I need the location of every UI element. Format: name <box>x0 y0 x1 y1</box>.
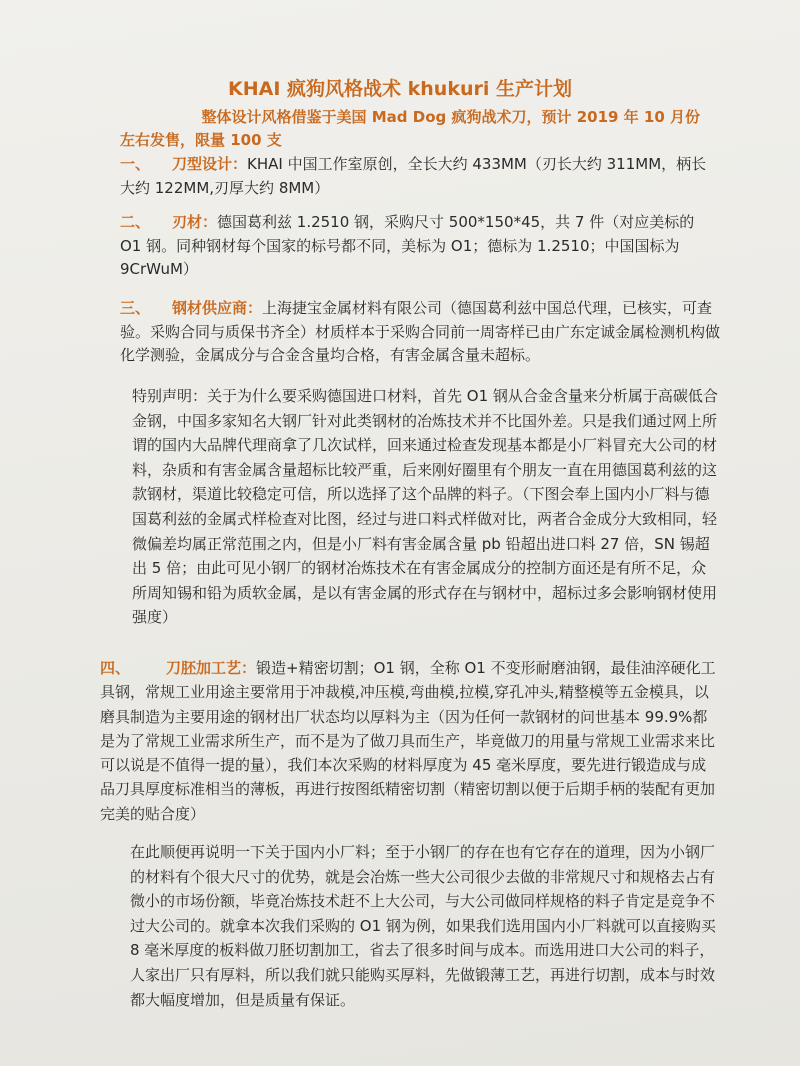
section-3-text: 上海捷宝金属材料有限公司（德国葛利兹中国总代理，已核实，可查验。采购合同与质保书齐全）材质样本于采购合同前一周寄样已由广东定诚金属检测机构做化学测验，金属成分与合金含量均合格，有害金属含量未超标。 <box>120 299 721 364</box>
section-2-number: 二、 <box>120 213 151 231</box>
section-3-special-statement: 特别声明：关于为什么要采购德国进口材料，首先 O1 钢从合金含量来分析属于高碳低合金钢，中国多家知名大钢厂针对此类钢材的冶炼技术并不比国外差。只是我们通过网上所谓的国内大品牌代理商拿了几次试样，回来通过检查发现基本都是小厂料冒充大公司的材料，杂质和有害金属含量超标比较严重，后来刚好圈里有个朋友一直在用德国葛利兹的这款钢材，渠道比较稳定可信，所以选择了这个品牌的料子。（下图会奉上国内小厂料与德国葛利兹的金属式样检查对比图，经过与进口料式样做对比，两者合金成分大致相同，轻微偏差均属正常范围之内，但是小厂料有害金属含量 pb 铅超出进口料 27 倍，SN 锡超出 5 倍；由此可见小钢厂的钢材冶炼技术在有害金属成分的控制方面还是有所不足，众所周知锡和铅为质软金属，是以有害金属的形式存在与钢材中，超标过多会影响钢材使用强度） <box>132 387 718 627</box>
section-4 <box>100 656 720 826</box>
section-1 <box>120 153 720 200</box>
section-2-heading: 刃材： <box>172 213 218 231</box>
section-2 <box>120 211 720 282</box>
section-1-number: 一、 <box>120 155 151 173</box>
section-3-heading: 钢材供应商： <box>172 299 263 317</box>
section-4-additional-note: 在此顺便再说明一下关于国内小厂料；至于小钢厂的存在也有它存在的道理，因为小钢厂的材料有个很大尺寸的优势，就是会冶炼一些大公司很少去做的非常规尺寸和规格去占有微小的市场份额，毕竟冶炼技术赶不上大公司，与大公司做同样规格的料子肯定是竞争不过大公司的。就拿本次我们采购的 O1 钢为例，如果我们选用国内小厂料就可以直接购买 8 毫米厚度的板料做刀胚切割加工，省去了很多时间与成本。而选用进口大公司的料子，人家出厂只有厚料，所以我们就只能购买厚料，先做锻薄工艺，再进行切割，成本与时效都大幅度增加，但是质量有保证。 <box>130 843 716 1009</box>
section-2-text: 德国葛利兹 1.2510 钢，采购尺寸 500*150*45，共 7 件（对应美标的 O1 钢。同种钢材每个国家的标号都不同，美标为 O1；德标为 1.2510；中国国标为 9CrWuM） <box>120 213 695 278</box>
section-4-number: 四、 <box>100 659 131 677</box>
document-subtitle-line1: 整体设计风格借鉴于美国 Mad Dog 疯狗战术刀，预计 2019 年 10 月份 <box>201 108 700 126</box>
document-subtitle-line2: 左右发售，限量 100 支 <box>120 131 282 149</box>
section-3 <box>120 297 720 368</box>
section-4-text: 锻造+精密切割；O1 钢，全称 O1 不变形耐磨油钢，最佳油淬硬化工具钢，常规工业用途主要常用于冲裁模,冲压模,弯曲模,拉模,穿孔冲头,精整模等五金模具，以磨具制造为主要用途的钢材出厂状态均以厚料为主（因为任何一款钢材的问世基本 99.9%都是为了常规工业需求所生产，而不是为了做刀具而生产，毕竟做刀的用量与常规工业需求来比可以说是不值得一提的量），我们本次采购的材料厚度为 45 毫米厚度，要先进行锻造成与成品刀具厚度标准相当的薄板，再进行按图纸精密切割（精密切割以便于后期手柄的装配有更加完美的贴合度） <box>100 659 716 823</box>
section-1-text: KHAI 中国工作室原创，全长大约 433MM（刃长大约 311MM，柄长大约 122MM,刃厚大约 8MM） <box>120 155 707 197</box>
section-3-number: 三、 <box>120 299 151 317</box>
document-title: KHAI 疯狗风格战术 khukuri 生产计划 <box>228 78 572 100</box>
section-1-heading: 刀型设计： <box>172 155 248 173</box>
section-4-heading: 刀胚加工艺： <box>166 659 257 677</box>
